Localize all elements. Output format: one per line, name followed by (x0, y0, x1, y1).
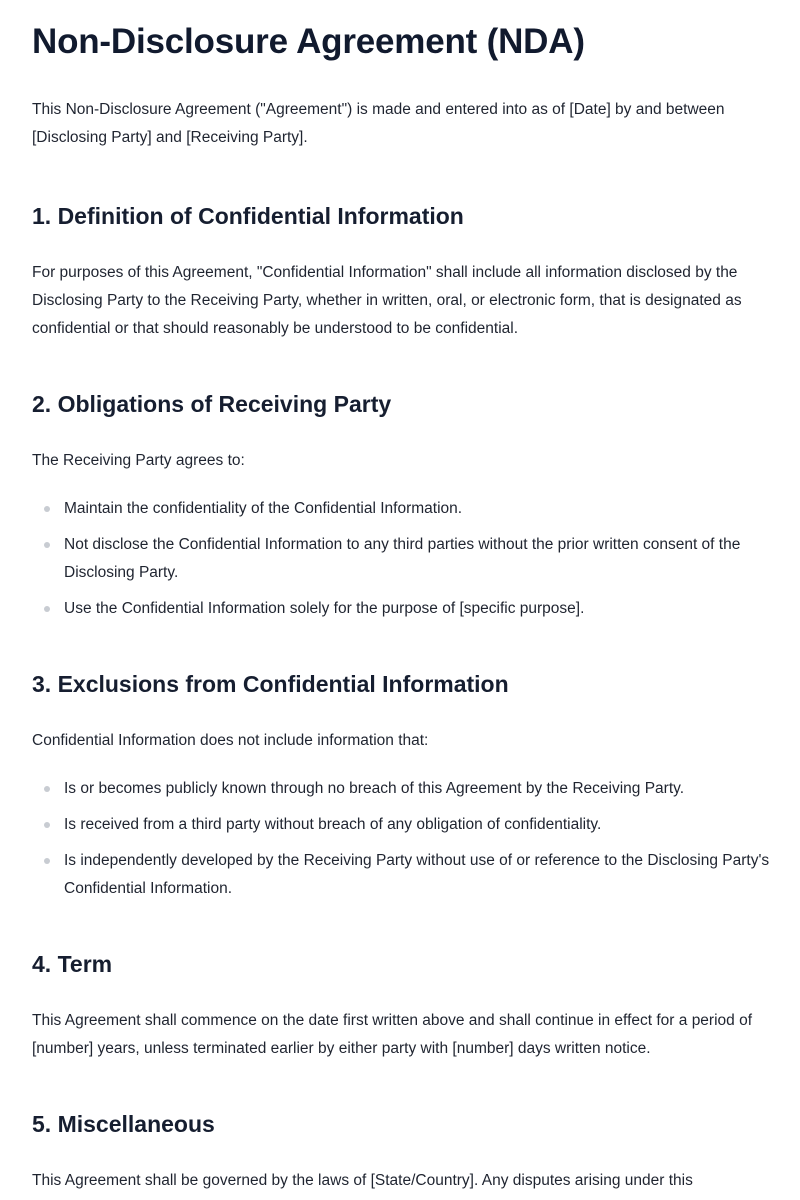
section-definition (32, 199, 772, 343)
list-item (32, 775, 772, 803)
section-body: The Receiving Party agrees to: (32, 452, 245, 469)
list-item (32, 595, 772, 623)
bullet-icon (44, 822, 50, 828)
document-title: Non-Disclosure Agreement (NDA) (32, 22, 585, 61)
list-item (32, 811, 772, 839)
list-item (32, 847, 772, 903)
section-body: This Agreement shall be governed by the laws of [State/Country]. Any disputes arising under this (32, 1172, 693, 1189)
list-item-text: Is received from a third party without breach of any obligation of confidentiality. (64, 816, 602, 833)
section-miscellaneous (32, 1107, 772, 1195)
section-heading: 1. Definition of Confidential Information (32, 203, 464, 229)
bullet-icon (44, 786, 50, 792)
bullet-icon (44, 606, 50, 612)
intro-paragraph: This Non-Disclosure Agreement ("Agreement") is made and entered into as of [Date] by and between [Disclosing Party] and [Receiving Party]. (32, 101, 725, 146)
section-term (32, 947, 772, 1063)
section-heading: 4. Term (32, 951, 113, 977)
bullet-icon (44, 506, 50, 512)
list-item (32, 531, 772, 587)
list-item-text: Maintain the confidentiality of the Confidential Information. (64, 500, 463, 517)
section-body: Confidential Information does not include information that: (32, 732, 429, 749)
list-item (32, 495, 772, 523)
section-obligations (32, 387, 772, 631)
obligations-list (32, 495, 772, 623)
section-body: For purposes of this Agreement, "Confidential Information" shall include all information disclosed by the Disclosing Party to the Receiving Party, whether in written, oral, or electronic form, that is designated as confidential or that should reasonably be understood to be confidential. (32, 264, 742, 337)
list-item-text: Not disclose the Confidential Information to any third parties without the prior written consent of the Disclosing Party. (64, 536, 741, 581)
section-heading: 2. Obligations of Receiving Party (32, 391, 392, 417)
bullet-icon (44, 858, 50, 864)
section-heading: 3. Exclusions from Confidential Information (32, 671, 509, 697)
list-item-text: Use the Confidential Information solely for the purpose of [specific purpose]. (64, 600, 585, 617)
bullet-icon (44, 542, 50, 548)
exclusions-list (32, 775, 772, 903)
list-item-text: Is or becomes publicly known through no breach of this Agreement by the Receiving Party. (64, 780, 685, 797)
section-body: This Agreement shall commence on the date first written above and shall continue in effect for a period of [number] years, unless terminated earlier by either party with [number] days written notice. (32, 1012, 753, 1057)
section-heading: 5. Miscellaneous (32, 1111, 215, 1137)
section-exclusions (32, 667, 772, 911)
list-item-text: Is independently developed by the Receiving Party without use of or reference to the Disclosing Party's Confidential Information. (64, 852, 770, 897)
